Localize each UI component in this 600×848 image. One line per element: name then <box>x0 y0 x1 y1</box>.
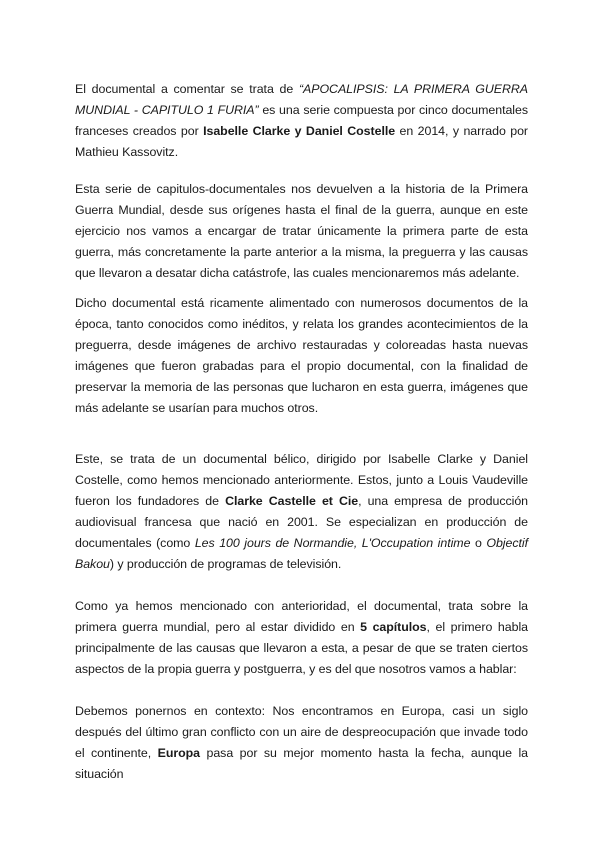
documentary-title: Objectif Bakou <box>75 536 528 571</box>
paragraph-documents <box>75 293 528 419</box>
creators-names: Isabelle Clarke y Daniel Costelle <box>203 124 396 138</box>
paragraph-text: o <box>470 536 487 550</box>
paragraph-text: Este, se trata de un documental bélico, dirigido por Isabelle Clarke y Daniel Costelle, como hemos mencionado anteriormente. Estos, junto a Louis Vaudeville fueron los fundadores de <box>75 452 528 508</box>
paragraph-text: , el primero habla principalmente de las causas que llevaron a esta, a pesar de que se traten ciertos aspectos de la propia guerra y postguerra, y es del que nosotros vamos a hablar: <box>75 620 528 676</box>
chapters-count: 5 capítulos <box>360 620 427 634</box>
paragraph-genre <box>75 449 528 575</box>
paragraph-intro <box>75 79 528 163</box>
europe-term: Europa <box>157 746 200 760</box>
paragraph-text: Esta serie de capitulos-documentales nos devuelven a la historia de la Primera Guerra Mundial, desde sus orígenes hasta el final de la guerra, aunque en este ejercicio nos vamos a encargar de tratar únicamente la primera parte de esta guerra, más concretamente la parte anterior a la misma, la preguerra y las causas que llevaron a desatar dicha catástrofe, las cuales mencionaremos más adelante. <box>75 182 528 280</box>
paragraph-text: Como ya hemos mencionado con anterioridad, el documental, trata sobre la primera guerra mundial, pero al estar dividido en <box>75 599 528 634</box>
paragraph-text: El documental a comentar se trata de <box>75 82 299 96</box>
company-name: Clarke Castelle et Cie <box>225 494 359 508</box>
paragraph-text: es una serie compuesta por cinco documentales franceses creados por <box>75 103 528 138</box>
paragraph-series <box>75 179 528 284</box>
paragraph-chapters <box>75 596 528 680</box>
paragraph-text: Debemos ponernos en contexto: Nos encontramos en Europa, casi un siglo después del último gran conflicto con un aire de despreocupación que invade todo el continente, <box>75 704 528 760</box>
documentary-titles: Les 100 jours de Normandie, L'Occupation intime <box>194 536 471 550</box>
paragraph-text: ) y producción de programas de televisión. <box>109 557 342 571</box>
paragraph-context <box>75 701 528 785</box>
documentary-title: “APOCALIPSIS: LA PRIMERA GUERRA MUNDIAL - CAPITULO 1 FURIA” <box>75 82 529 117</box>
paragraph-text: Dicho documental está ricamente alimentado con numerosos documentos de la época, tanto conocidos como inéditos, y relata los grandes acontecimientos de la preguerra, desde imágenes de archivo restauradas y coloreadas hasta nuevas imágenes que fueron grabadas para el propio documental, con la finalidad de preservar la memoria de las personas que lucharon en esta guerra, imágenes que más adelante se usarían para muchos otros. <box>75 296 528 415</box>
paragraph-text: en 2014, y narrado por Mathieu Kassovitz. <box>75 124 529 159</box>
paragraph-text: pasa por su mejor momento hasta la fecha, aunque la situación <box>75 746 528 781</box>
paragraph-text: , una empresa de producción audiovisual francesa que nació en 2001. Se especializan en producción de documentales (como <box>75 494 529 550</box>
